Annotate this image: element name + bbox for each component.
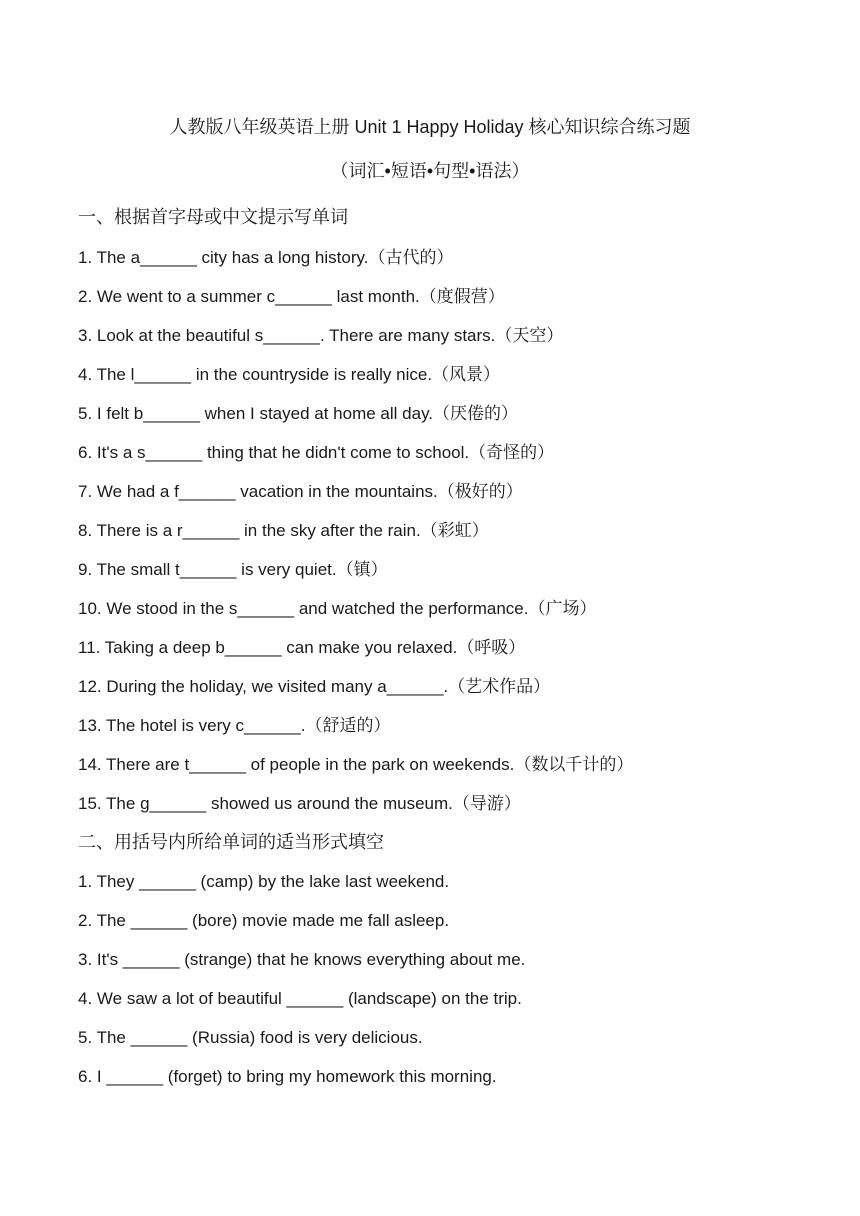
exercise-item: 4. The l______ in the countryside is really nice.（风景） <box>78 365 501 384</box>
exercise-item: 5. I felt b______ when I stayed at home all day.（厌倦的） <box>78 404 519 423</box>
exercise-item: 14. There are t______ of people in the park on weekends.（数以千计的） <box>78 755 634 774</box>
exercise-item: 10. We stood in the s______ and watched the performance.（广场） <box>78 599 597 618</box>
exercise-item: 13. The hotel is very c______.（舒适的） <box>78 716 391 735</box>
document-subtitle: （词汇•短语•句型•语法） <box>330 161 530 181</box>
exercise-item: 15. The g______ showed us around the museum.（导游） <box>78 794 521 813</box>
exercise-item: 7. We had a f______ vacation in the mountains.（极好的） <box>78 482 523 501</box>
exercise-item: 2. We went to a summer c______ last month.（度假营） <box>78 287 505 306</box>
exercise-item: 1. They ______ (camp) by the lake last weekend. <box>78 872 450 891</box>
document-title: 人教版八年级英语上册 Unit 1 Happy Holiday 核心知识综合练习题 <box>169 117 691 137</box>
exercise-item: 6. It's a s______ thing that he didn't come to school.（奇怪的） <box>78 443 555 462</box>
exercise-item: 12. During the holiday, we visited many a______.（艺术作品） <box>78 677 551 696</box>
exercise-item: 2. The ______ (bore) movie made me fall asleep. <box>78 911 450 930</box>
exercise-item: 5. The ______ (Russia) food is very delicious. <box>78 1028 423 1047</box>
section-1-heading: 一、根据首字母或中文提示写单词 <box>78 207 348 228</box>
exercise-item: 9. The small t______ is very quiet.（镇） <box>78 560 388 579</box>
exercise-item: 4. We saw a lot of beautiful ______ (landscape) on the trip. <box>78 989 522 1008</box>
exercise-item: 8. There is a r______ in the sky after the rain.（彩虹） <box>78 521 489 540</box>
exercise-item: 1. The a______ city has a long history.（古代的） <box>78 248 454 267</box>
section-2-heading: 二、用括号内所给单词的适当形式填空 <box>78 832 384 853</box>
exercise-item: 3. Look at the beautiful s______. There are many stars.（天空） <box>78 326 564 345</box>
exercise-item: 3. It's ______ (strange) that he knows everything about me. <box>78 950 526 969</box>
exercise-item: 11. Taking a deep b______ can make you relaxed.（呼吸） <box>78 638 526 657</box>
exercise-item: 6. I ______ (forget) to bring my homework this morning. <box>78 1067 497 1086</box>
